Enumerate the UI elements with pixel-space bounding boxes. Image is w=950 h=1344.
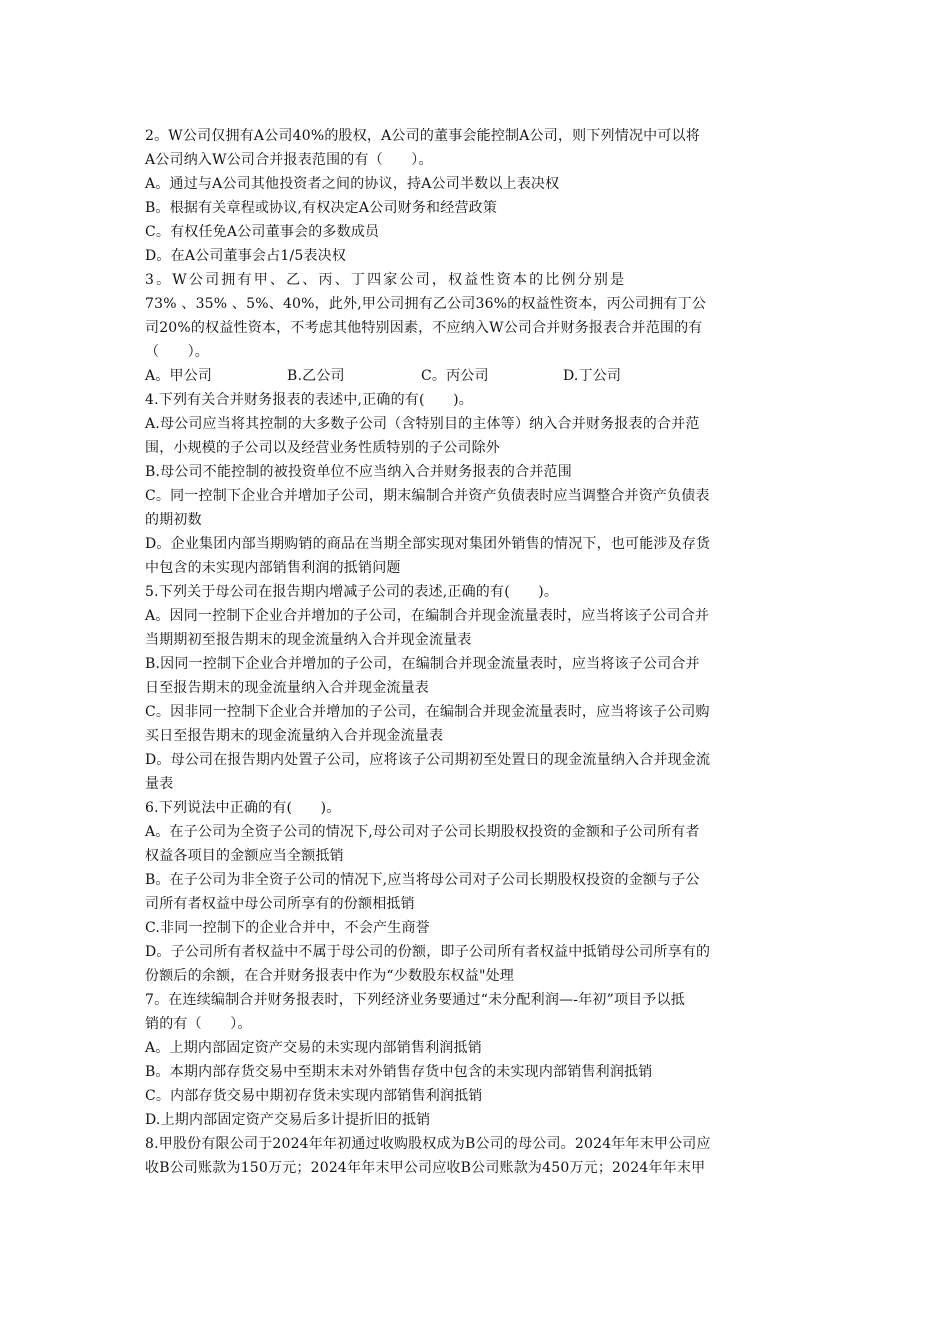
text-line: B。本期内部存货交易中至期末未对外销售存货中包含的未实现内部销售利润抵销 <box>145 1064 653 1080</box>
text-line: 7。在连续编制合并财务报表时，下列经济业务要通过“未分配利润—-年初”项目予以抵 <box>145 992 685 1008</box>
text-line: B.母公司不能控制的被投资单位不应当纳入合并财务报表的合并范围 <box>145 464 572 480</box>
text-line: 围，小规模的子公司以及经营业务性质特别的子公司除外 <box>145 440 500 456</box>
text-line: 3。W公司拥有甲、乙、丙、丁四家公司，权益性资本的比例分别是 <box>145 272 627 288</box>
question-text <box>145 124 807 1180</box>
text-line: A.母公司应当将其控制的大多数子公司（含特别目的主体等）纳入合并财务报表的合并范 <box>145 416 700 432</box>
text-line: 73% 、35% 、5%、40%，此外,甲公司拥有乙公司36%的权益性资本，丙公司拥有丁公 <box>145 296 707 312</box>
text-line: B。根据有关章程或协议,有权决定A公司财务和经营政策 <box>145 200 498 216</box>
text-line: 5.下列关于母公司在报告期内增减子公司的表述,正确的有( )。 <box>145 584 559 600</box>
text-line: D。子公司所有者权益中不属于母公司的份额，即子公司所有者权益中抵销母公司所享有的 <box>145 944 711 960</box>
text-line: 4.下列有关合并财务报表的表述中,正确的有( )。 <box>145 392 473 408</box>
text-line: D。在A公司董事会占1/5表决权 <box>145 248 347 264</box>
text-line: B.因同一控制下企业合并增加的子公司，在编制合并现金流量表时，应当将该子公司合并 <box>145 656 700 672</box>
text-line: 8.甲股份有限公司于2024年年初通过收购股权成为B公司的母公司。2024年年末甲公司应 <box>145 1136 711 1152</box>
text-line: （ ）。 <box>145 344 209 360</box>
text-line: 中包含的未实现内部销售利润的抵销问题 <box>145 560 401 576</box>
text-line: C。因非同一控制下企业合并增加的子公司，在编制合并现金流量表时，应当将该子公司购 <box>145 704 710 720</box>
text-line: 司20%的权益性资本，不考虑其他特别因素，不应纳入W公司合并财务报表合并范围的有 <box>145 320 703 336</box>
text-line: C。有权任免A公司董事会的多数成员 <box>145 224 380 240</box>
q3-option-d: D.丁公司 <box>563 368 622 384</box>
text-line: D。企业集团内部当期购销的商品在当期全部实现对集团外销售的情况下，也可能涉及存货 <box>145 536 711 552</box>
text-line: 的期初数 <box>145 512 202 528</box>
text-line: A公司纳入W公司合并报表范围的有（ ）。 <box>145 152 433 168</box>
text-line: A。上期内部固定资产交易的未实现内部销售利润抵销 <box>145 1040 482 1056</box>
text-line: D.上期内部固定资产交易后多计提折旧的抵销 <box>145 1112 431 1128</box>
text-line: C。同一控制下企业合并增加子公司，期末编制合并资产负债表时应当调整合并资产负债表 <box>145 488 710 504</box>
text-line: 司所有者权益中母公司所享有的份额相抵销 <box>145 896 415 912</box>
text-line: A。因同一控制下企业合并增加的子公司，在编制合并现金流量表时，应当将该子公司合并 <box>145 608 710 624</box>
text-line: 份额后的余额，在合并财务报表中作为“少数股东权益"处理 <box>145 968 514 984</box>
q3-option-c: C。丙公司 <box>421 368 489 384</box>
text-line: A。通过与A公司其他投资者之间的协议，持A公司半数以上表决权 <box>145 176 560 192</box>
text-line: B。在子公司为非全资子公司的情况下,应当将母公司对子公司长期股权投资的金额与子公 <box>145 872 700 888</box>
text-line: D。母公司在报告期内处置子公司，应将该子公司期初至处置日的现金流量纳入合并现金流 <box>145 752 711 768</box>
text-line: 2。W公司仅拥有A公司40%的股权，A公司的董事会能控制A公司，则下列情况中可以将 <box>145 128 700 144</box>
text-line: A。在子公司为全资子公司的情况下,母公司对子公司长期股权投资的金额和子公司所有者 <box>145 824 700 840</box>
text-line: 收B公司账款为150万元；2024年年末甲公司应收B公司账款为450万元；2024年年末甲 <box>145 1160 706 1176</box>
text-line: C。内部存货交易中期初存货未实现内部销售利润抵销 <box>145 1088 483 1104</box>
text-line: 量表 <box>145 776 174 792</box>
text-line: 6.下列说法中正确的有( )。 <box>145 800 341 816</box>
q3-options-row <box>145 364 807 388</box>
text-line: 日至报告期末的现金流量纳入合并现金流量表 <box>145 680 429 696</box>
text-line: C.非同一控制下的企业合并中，不会产生商誉 <box>145 920 430 936</box>
text-line: 销的有（ ）。 <box>145 1016 252 1032</box>
text-line: 权益各项目的金额应当全额抵销 <box>145 848 344 864</box>
text-line: 买日至报告期末的现金流量纳入合并现金流量表 <box>145 728 444 744</box>
text-line: 当期期初至报告期末的现金流量纳入合并现金流量表 <box>145 632 472 648</box>
q3-option-b: B.乙公司 <box>287 368 345 384</box>
q3-option-a: A。甲公司 <box>145 368 213 384</box>
